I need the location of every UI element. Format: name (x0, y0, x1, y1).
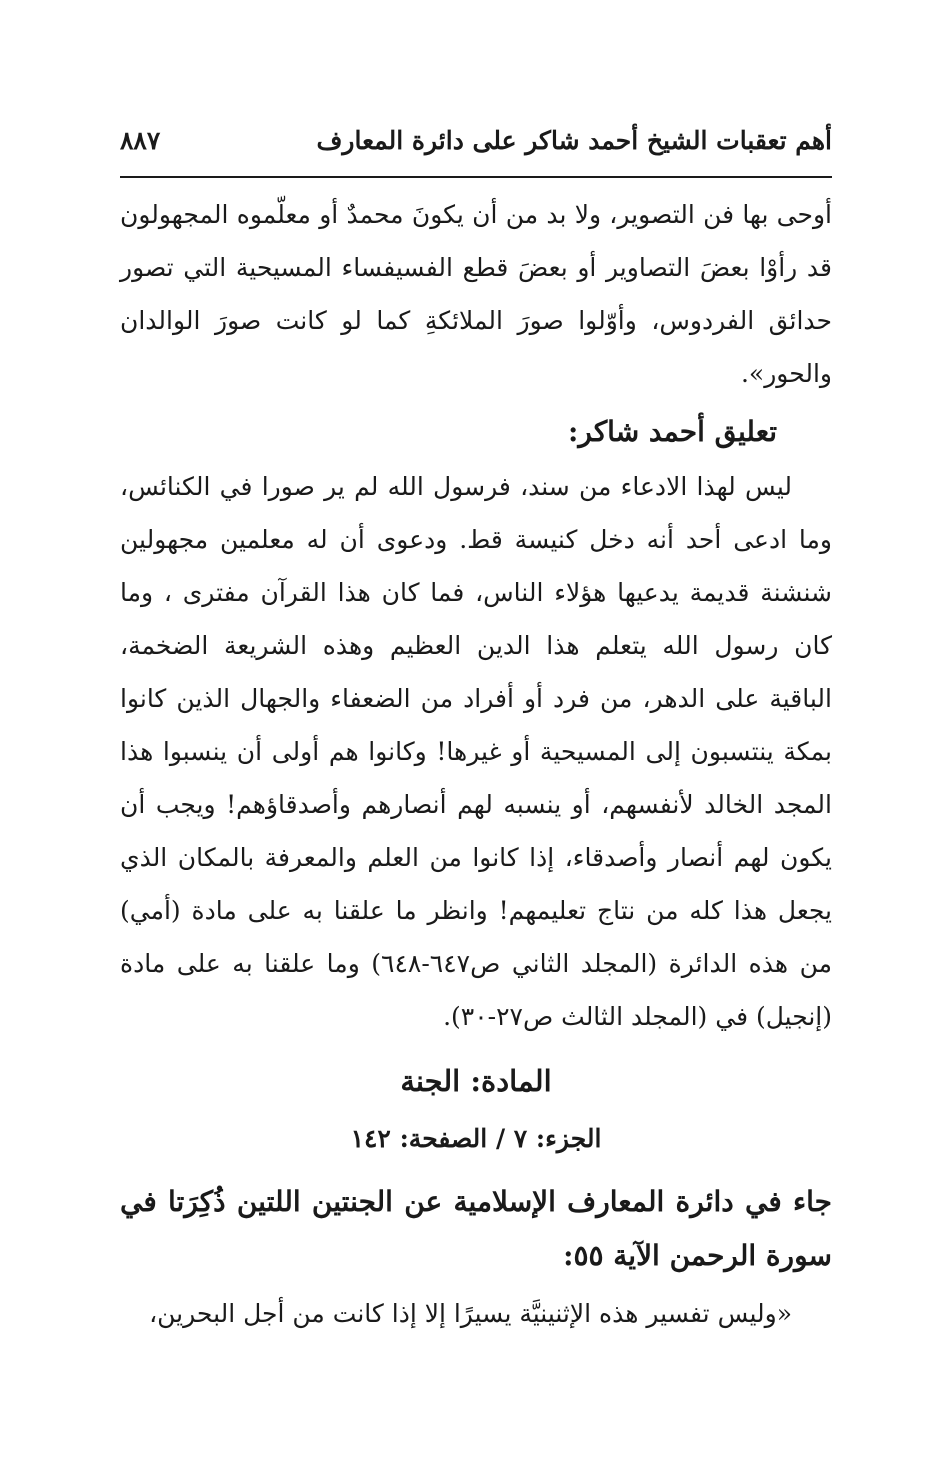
comment-paragraph: ليس لهذا الادعاء من سند، فرسول الله لم ير صورا في الكنائس، وما ادعى أحد أنه دخل كنيسة قط. ودعوى أن له معلمين مجهولين شنشنة قديمة يدعيها هؤلاء الناس، فما كان هذا القرآن مفترى ، وما كان رسول الله يتعلم هذا الدين العظيم وهذه الشريعة الضخمة، الباقية على الدهر، من فرد أو أفراد من الضعفاء والجهال الذين كانوا بمكة ينتسبون إلى المسيحية أو غيرها! وكانوا هم أولى أن ينسبوا هذا المجد الخالد لأنفسهم، أو ينسبه لهم أنصارهم وأصدقاؤهم! ويجب أن يكون لهم أنصار وأصدقاء، إذا كانوا من العلم والمعرفة بالمكان الذي يجعل هذا كله من نتاج تعليمهم! وانظر ما علقنا به على مادة (أمي) من هذه الدائرة (المجلد الثاني ص٦٤٧-٦٤٨) وما علقنا به على مادة (إنجيل) في (المجلد الثالث ص٢٧-٣٠). (120, 472, 832, 1031)
header-divider (120, 176, 832, 178)
quote-paragraph: «وليس تفسير هذه الإثنينيَّة يسيرًا إلا إذا كانت من أجل البحرين، (149, 1299, 792, 1328)
document-page (120, 0, 832, 1470)
running-header (120, 120, 832, 166)
intro-paragraph: أوحى بها فن التصوير، ولا بد من أن يكونَ محمدٌ أو معلّموه المجهولون قد رأوْا بعضَ التصاوير أو بعضَ قطع الفسيفساء المسيحية التي تصور حدائق الفردوس، وأوّلوا صورَ الملائكةِ كما لو كانت صورَ الوالدان والحور». (120, 200, 832, 388)
entry-intro-paragraph: جاء في دائرة المعارف الإسلامية عن الجنتين اللتين ذُكِرَتا في سورة الرحمن الآية ٥٥: (120, 1185, 832, 1272)
comment-heading: تعليق أحمد شاكر: (568, 415, 777, 448)
header-title: أهم تعقبات الشيخ أحمد شاكر على دائرة المعارف (316, 126, 832, 155)
page-number: ٨٨٧ (120, 126, 161, 155)
entry-reference: الجزء: ٧ / الصفحة: ١٤٢ (350, 1124, 602, 1153)
body-text (120, 188, 832, 1340)
entry-heading: المادة: الجنة (400, 1064, 552, 1098)
